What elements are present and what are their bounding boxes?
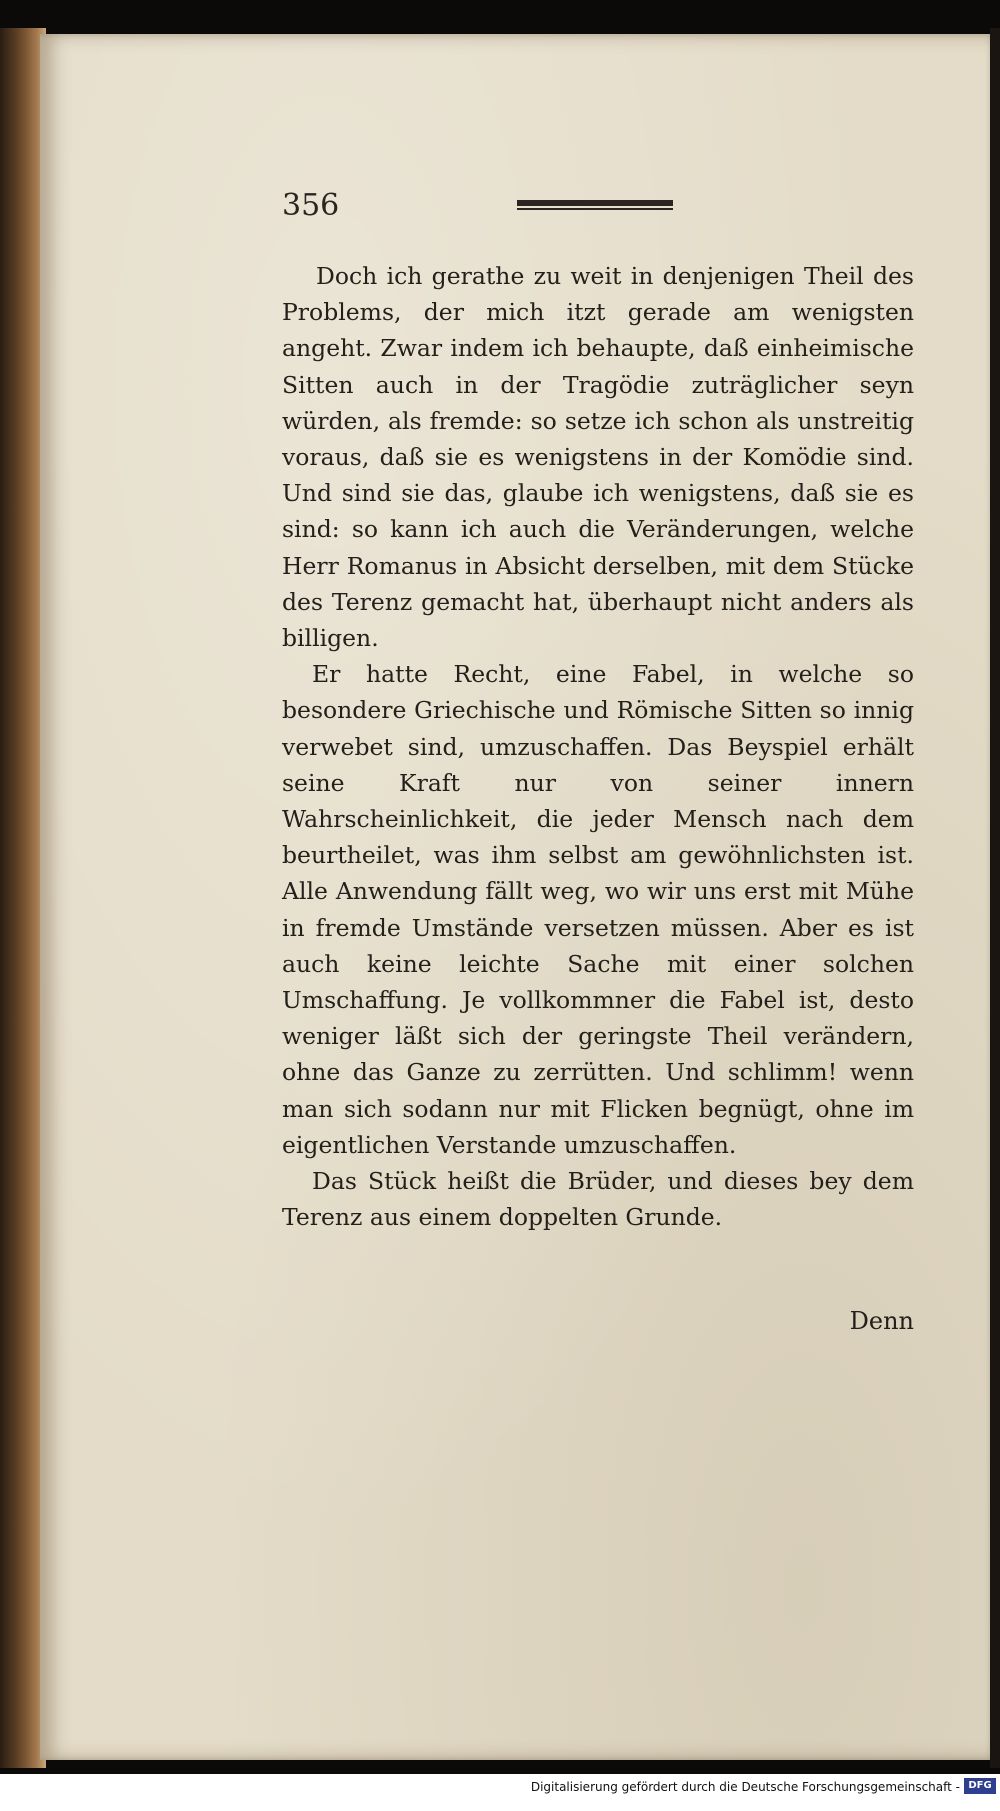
paragraph-3: Das Stück heißt die Brüder, und dieses bey dem Terenz aus einem doppelten Grunde.	[282, 1167, 914, 1232]
page-gutter	[990, 28, 1000, 1768]
catchword: Denn	[849, 1307, 914, 1335]
header-rule	[517, 200, 673, 210]
paragraph-1: Doch ich gerathe zu weit in denjenigen Theil des Problems, der mich itzt gerade am wenigsten angeht. Zwar indem ich behaupte, daß einheimische Sitten auch in der Tragödie zuträglicher seyn würden, als fremde: so setze ich schon als unstreitig voraus, daß sie es wenigstens in der Komödie sind. Und sind sie das, glaube ich wenigstens, daß sie es sind: so kann ich auch die Veränderungen, welche Herr Romanus in Absicht derselben, mit dem Stücke des Terenz gemacht hat, überhaupt nicht anders als billigen.	[282, 262, 914, 653]
dfg-logo: DFG	[964, 1778, 996, 1794]
funding-credit: Digitalisierung gefördert durch die Deutsche Forschungsgemeinschaft -	[530, 1780, 960, 1794]
paragraph-2: Er hatte Recht, eine Fabel, in welche so besondere Griechische und Römische Sitten so innig verwebet sind, umzuschaffen. Das Beyspiel erhält seine Kraft nur von seiner innern Wahrscheinlichkeit, die jeder Mensch nach dem beurtheilet, was ihm selbst am gewöhnlichsten ist. Alle Anwendung fällt weg, wo wir uns erst mit Mühe in fremde Umstände versetzen müssen. Aber es ist auch keine leichte Sache mit einer solchen Umschaffung. Je vollkommner die Fabel ist, desto weniger läßt sich der geringste Theil verändern, ohne das Ganze zu zerrütten. Und schlimm! wenn man sich sodann nur mit Flicken begnügt, ohne im eigentlichen Verstande umzuschaffen.	[282, 660, 914, 1159]
digitization-footer	[0, 1774, 1000, 1811]
body-text	[282, 258, 914, 1235]
page-number: 356	[282, 188, 340, 223]
